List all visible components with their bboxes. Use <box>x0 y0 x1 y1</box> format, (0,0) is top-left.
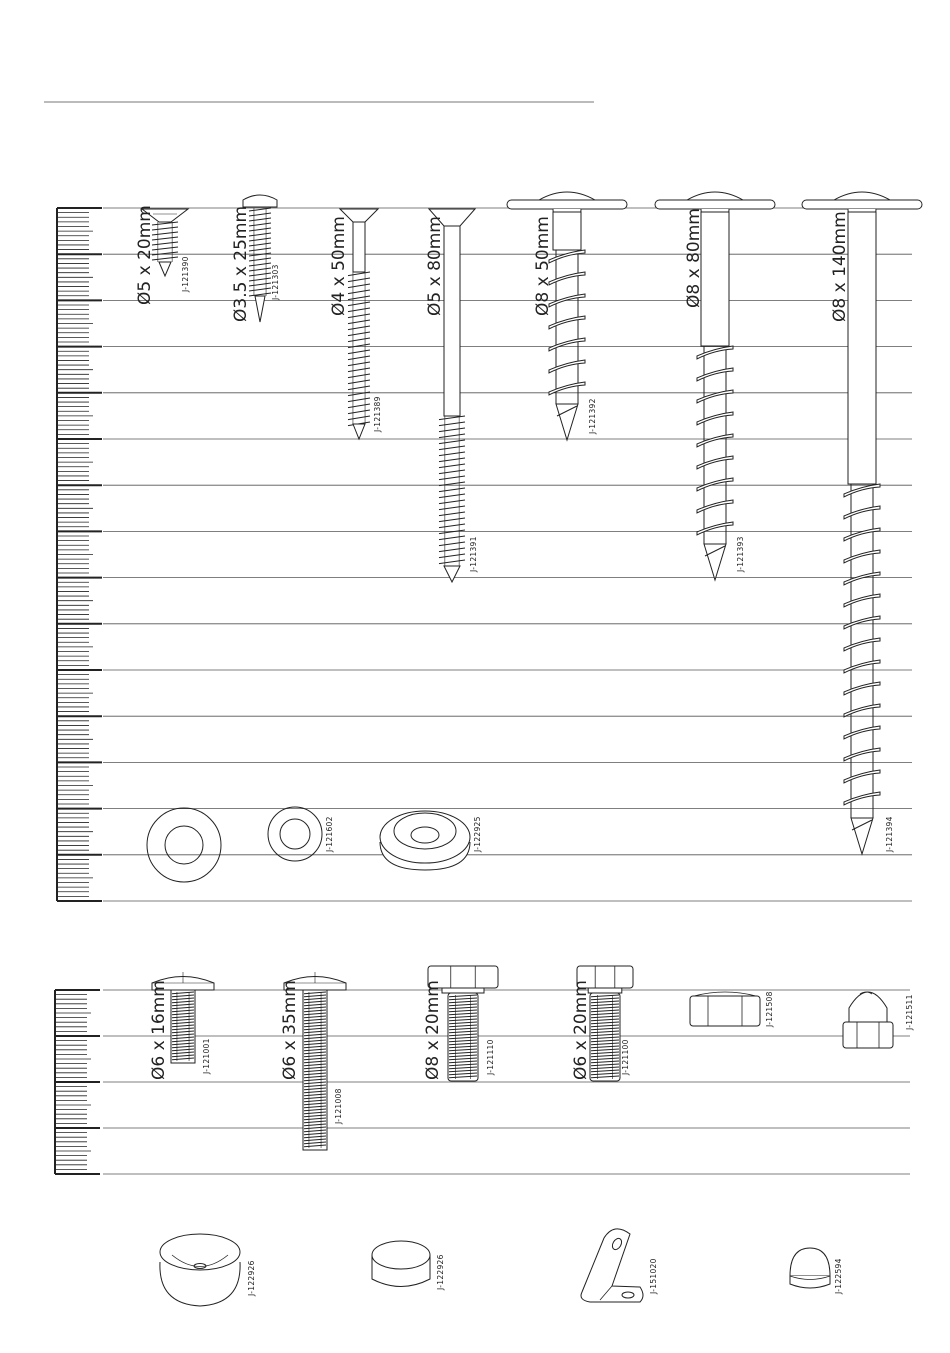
spiral-thread <box>697 522 733 535</box>
thread-line <box>249 228 271 231</box>
thread-line <box>439 458 465 462</box>
thread-line <box>249 243 271 246</box>
thread-line <box>439 548 465 552</box>
screw-tip <box>353 424 365 439</box>
screw-shank <box>353 222 365 272</box>
bolt-collar <box>442 988 484 993</box>
accessory-3-code: J-151020 <box>649 1258 658 1294</box>
thread-line <box>439 464 465 468</box>
thread-line <box>439 476 465 480</box>
thread-line <box>439 422 465 426</box>
spiral-thread <box>697 368 733 381</box>
thread-line <box>348 332 370 336</box>
screw-tip <box>255 296 265 322</box>
cap-top <box>372 1241 430 1269</box>
thread-line <box>439 428 465 432</box>
spiral-thread <box>697 390 733 403</box>
nut-2 <box>843 992 893 1048</box>
thread-line <box>439 554 465 558</box>
screw-7-code: J-121394 <box>885 816 894 852</box>
parts <box>142 192 922 1306</box>
screw-tip <box>851 818 873 854</box>
screw-shank <box>553 212 581 250</box>
screw-shank <box>444 226 460 416</box>
bolt-1-size: Ø6 x 16mm <box>149 980 169 1080</box>
screw-tip <box>556 404 578 440</box>
thread-line <box>348 356 370 360</box>
thread-line <box>348 308 370 312</box>
thread-line <box>348 350 370 354</box>
thread-line <box>249 223 271 226</box>
spiral-thread <box>549 250 585 263</box>
screw-5-size: Ø8 x 50mm <box>533 216 553 316</box>
thread-line <box>348 290 370 294</box>
grid-lines-top <box>103 205 912 901</box>
spiral-thread <box>844 594 880 607</box>
thread-line <box>348 296 370 300</box>
screw-2-size: Ø3.5 x 25mm <box>231 205 251 322</box>
spiral-thread <box>549 360 585 373</box>
thread-line <box>249 208 271 211</box>
spiral-thread <box>844 682 880 695</box>
thread-line <box>439 536 465 540</box>
washer-3 <box>380 811 470 870</box>
cup-washer-rim <box>380 811 470 863</box>
nut-body <box>690 996 760 1026</box>
bolt-4-code: J-121100 <box>621 1039 630 1075</box>
screw-7-size: Ø8 x 140mm <box>830 211 850 322</box>
thread-line <box>152 237 178 240</box>
thread-line <box>348 416 370 420</box>
thread-line <box>348 344 370 348</box>
screw-shank <box>848 212 876 484</box>
thread-line <box>348 278 370 282</box>
spiral-thread <box>844 550 880 563</box>
screw-4-size: Ø5 x 80mm <box>425 216 445 316</box>
spiral-thread <box>844 726 880 739</box>
screw-head <box>687 192 743 200</box>
spiral-thread <box>697 478 733 491</box>
washer-flange <box>802 200 922 209</box>
thread-line <box>249 238 271 241</box>
thread-line <box>152 232 178 235</box>
accessory-cover-cap <box>372 1241 430 1287</box>
screw-1-size: Ø5 x 20mm <box>135 205 155 305</box>
washer-flange <box>507 200 627 209</box>
thread-line <box>439 560 465 564</box>
nut-chamfer <box>694 992 756 996</box>
bolt-1-code: J-121001 <box>202 1038 211 1074</box>
thread-line <box>249 268 271 271</box>
nut-2-code: J-121511 <box>905 994 914 1030</box>
screw-3-code: J-121389 <box>373 396 382 432</box>
thread-line <box>249 258 271 261</box>
thread-line <box>439 488 465 492</box>
washer-flange <box>655 200 775 209</box>
spiral-thread <box>844 792 880 805</box>
thread-line <box>439 494 465 498</box>
bracket-body <box>581 1229 643 1302</box>
thread-line <box>249 273 271 276</box>
screw-7 <box>802 192 922 854</box>
screw-1-code: J-121390 <box>181 256 190 292</box>
washer-inner <box>280 819 310 849</box>
spiral-thread <box>844 572 880 585</box>
thread-line <box>348 368 370 372</box>
accessory-1-code: J-122926 <box>247 1260 256 1296</box>
thread-line <box>152 242 178 245</box>
thread-line <box>348 404 370 408</box>
screw-6-code: J-121393 <box>736 536 745 572</box>
thread-line <box>249 218 271 221</box>
dome-top <box>790 1248 830 1276</box>
thread-line <box>439 452 465 456</box>
accessory-angle-bracket <box>581 1229 643 1302</box>
spiral-thread <box>549 338 585 351</box>
thread-line <box>348 362 370 366</box>
thread-line <box>439 518 465 522</box>
thread-line <box>152 257 178 260</box>
thread-line <box>348 398 370 402</box>
screw-6 <box>655 192 775 580</box>
spiral-thread <box>697 500 733 513</box>
thread-line <box>439 446 465 450</box>
thread-line <box>348 314 370 318</box>
bolt-3-code: J-121110 <box>486 1039 495 1075</box>
thread-line <box>348 380 370 384</box>
thread-line <box>249 248 271 251</box>
thread-line <box>249 283 271 286</box>
thread-line <box>249 288 271 291</box>
screw-tip <box>444 566 460 582</box>
washer-1 <box>147 808 221 882</box>
spiral-thread <box>844 704 880 717</box>
spiral-thread <box>549 272 585 285</box>
screw-5 <box>507 192 627 440</box>
washer-outer <box>268 807 322 861</box>
spiral-thread <box>697 346 733 359</box>
thread-line <box>439 440 465 444</box>
thread-line <box>348 410 370 414</box>
spiral-thread <box>844 770 880 783</box>
thread-line <box>348 338 370 342</box>
thread-line <box>439 416 465 420</box>
screw-6-size: Ø8 x 80mm <box>684 208 704 308</box>
thread-line <box>439 500 465 504</box>
washer-2 <box>268 807 322 861</box>
bolt-4-size: Ø6 x 20mm <box>571 980 591 1080</box>
thread-line <box>348 284 370 288</box>
screw-head <box>539 192 595 200</box>
screw-shank <box>701 212 729 346</box>
thread-line <box>439 506 465 510</box>
thread-line <box>348 386 370 390</box>
spiral-thread <box>697 434 733 447</box>
thread-line <box>348 302 370 306</box>
thread-line <box>249 278 271 281</box>
accessory-dome-cap <box>790 1248 830 1288</box>
nut-1 <box>690 992 760 1026</box>
thread-line <box>439 524 465 528</box>
screw-tip <box>159 262 171 276</box>
screw-5-code: J-121392 <box>588 398 597 434</box>
screw-2-code: J-121303 <box>271 264 280 300</box>
accessory-4-code: J-122594 <box>834 1258 843 1294</box>
bolt-3-size: Ø8 x 20mm <box>423 980 443 1080</box>
thread-line <box>152 247 178 250</box>
screw-head <box>834 192 890 200</box>
spiral-thread <box>844 616 880 629</box>
thread-line <box>249 233 271 236</box>
thread-line <box>249 213 271 216</box>
accessory-2-code: J-122926 <box>436 1254 445 1290</box>
spiral-thread <box>844 506 880 519</box>
thread-line <box>439 470 465 474</box>
ruler-top <box>57 208 102 901</box>
bolt-2-size: Ø6 x 35mm <box>280 980 300 1080</box>
nut-1-code: J-121508 <box>765 991 774 1027</box>
thread-line <box>439 512 465 516</box>
thread-line <box>348 272 370 276</box>
spiral-thread <box>844 660 880 673</box>
washer-3-code: J-122925 <box>473 816 482 852</box>
spiral-thread <box>697 412 733 425</box>
washer-2-code: J-121602 <box>325 816 334 852</box>
spiral-thread <box>844 748 880 761</box>
thread-line <box>439 434 465 438</box>
bolt-collar <box>588 988 622 993</box>
grid-lines-bottom <box>103 990 910 1174</box>
thread-line <box>439 542 465 546</box>
thread-line <box>348 374 370 378</box>
thread-line <box>348 326 370 330</box>
washer-inner <box>165 826 203 864</box>
screw-head <box>243 195 277 207</box>
cap-nut-body <box>843 1022 893 1048</box>
thread-line <box>152 227 178 230</box>
ruler-bottom <box>55 990 100 1174</box>
spiral-thread <box>697 456 733 469</box>
spiral-thread <box>844 528 880 541</box>
cap-dome <box>849 992 887 1022</box>
thread-line <box>348 320 370 324</box>
thread-line <box>249 263 271 266</box>
accessory-cup-washer <box>160 1234 240 1306</box>
screw-tip <box>704 544 726 580</box>
screw-3-size: Ø4 x 50mm <box>329 216 349 316</box>
spiral-thread <box>549 316 585 329</box>
spiral-thread <box>844 638 880 651</box>
spiral-thread <box>844 484 880 497</box>
screw-4-code: J-121391 <box>469 536 478 572</box>
washer-outer <box>147 808 221 882</box>
bolt-2-code: J-121008 <box>334 1088 343 1124</box>
cup-rim <box>160 1234 240 1270</box>
